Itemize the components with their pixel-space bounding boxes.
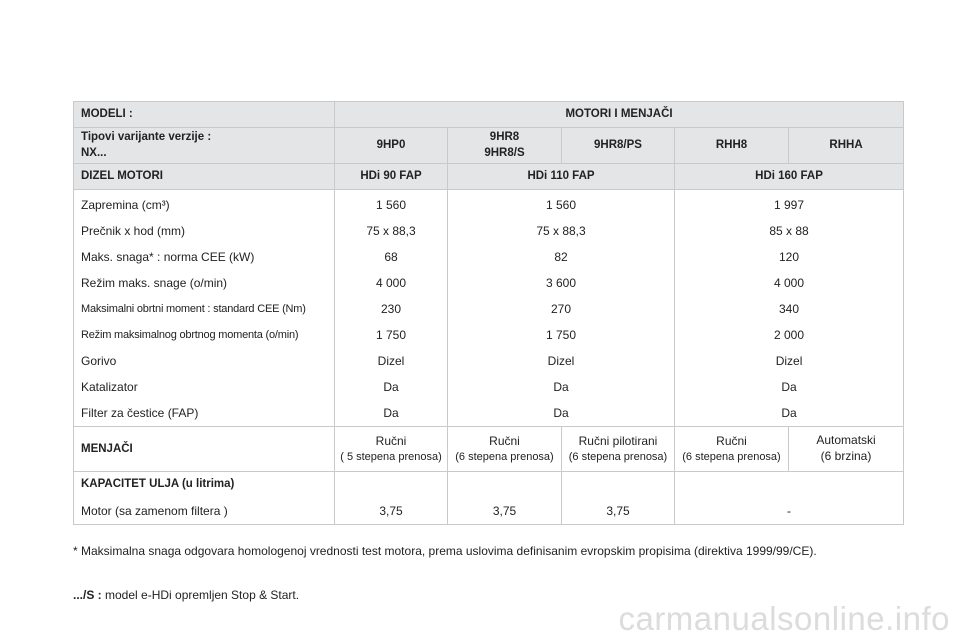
cell-value: 4 000 [335,270,448,296]
variant-9hr8-line2: 9HR8/S [484,146,525,159]
cell-value: Dizel [675,348,904,374]
cell-value: Da [448,374,675,400]
cell-value: 1 750 [335,322,448,348]
table-row [74,244,904,270]
cell-value: Da [448,400,675,427]
gearbox-detail: (6 stepena prenosa) [455,450,554,463]
table-row [74,348,904,374]
cell-value: 1 560 [335,190,448,219]
variant-9hr8 [448,128,562,164]
gearbox-type: Automatski [816,433,876,448]
gearbox-row [74,427,904,472]
row-label: Zapremina (cm³) [74,190,335,219]
gearbox-type: Ručni [716,434,747,449]
cell-value: 4 000 [675,270,904,296]
gearbox-cell [335,427,448,472]
oil-capacity-header-row [74,472,904,499]
table-row [74,400,904,427]
models-header: MODELI : [74,102,335,128]
cell-value: Da [335,374,448,400]
cell-value: 75 x 88,3 [335,218,448,244]
gearbox-cell [562,427,675,472]
oil-value: 3,75 [562,498,675,525]
row-label: Katalizator [74,374,335,400]
engine-spec-table [73,101,904,525]
variant-9hp0 [335,128,448,164]
gearbox-detail: (6 brzina) [820,449,872,463]
cell-value: Da [675,374,904,400]
variant-rhh8 [675,128,789,164]
cell-value: Dizel [335,348,448,374]
stop-start-note [73,588,299,602]
variants-label [74,128,335,164]
diesel-label: DIZEL MOTORI [74,164,335,190]
variant-rhha-text: RHHA [829,138,863,151]
oil-row-label: Motor (sa zamenom filtera ) [74,498,335,525]
engines-header: MOTORI I MENJAČI [335,102,904,128]
watermark: carmanualsonline.info [618,600,950,637]
cell-value: 2 000 [675,322,904,348]
table-row [74,374,904,400]
variant-9hr8-line1: 9HR8 [489,130,520,143]
row-label: Filter za čestice (FAP) [74,400,335,427]
oil-value: 3,75 [335,498,448,525]
gearbox-detail: (6 stepena prenosa) [682,450,781,463]
engine-hdi-90: HDi 90 FAP [335,164,448,190]
oil-value: 3,75 [448,498,562,525]
gearbox-type: Ručni [489,434,520,449]
footnote: * Maksimalna snaga odgovara homologenoj vrednosti test motora, prema uslovima definisanim evropskim propisima (direktiva 1999/99/CE). [73,544,817,558]
gearbox-cell [448,427,562,472]
engine-hdi-110: HDi 110 FAP [448,164,675,190]
cell-value: 3 600 [448,270,675,296]
cell-value: 120 [675,244,904,270]
gearbox-cell [675,427,789,472]
table-row [74,190,904,219]
variants-row [74,128,904,164]
gearbox-type: Ručni [375,434,407,449]
row-label: Prečnik x hod (mm) [74,218,335,244]
table-row [74,218,904,244]
stop-start-text: model e-HDi opremljen Stop & Start. [101,588,300,602]
variants-label-line1: Tipovi varijante verzije : [81,130,212,143]
table-row [74,270,904,296]
cell-value: 1 750 [448,322,675,348]
cell-value: 230 [335,296,448,322]
oil-value: - [675,498,904,525]
variants-label-line2: NX... [81,146,107,159]
row-label: Režim maksimalnog obrtnog momenta (o/min) [74,322,335,348]
cell-value: 68 [335,244,448,270]
row-label: Režim maks. snage (o/min) [74,270,335,296]
cell-value: 82 [448,244,675,270]
gearbox-label: MENJAČI [74,427,335,472]
gearbox-detail: ( 5 stepena prenosa) [340,450,442,463]
variant-9hr8-ps-text: 9HR8/PS [594,138,642,151]
oil-capacity-row [74,498,904,525]
cell-value: Dizel [448,348,675,374]
cell-value: 75 x 88,3 [448,218,675,244]
cell-value: 1 997 [675,190,904,219]
cell-value: Da [335,400,448,427]
stop-start-prefix: .../S : [73,588,102,602]
table-row [74,322,904,348]
cell-value: 270 [448,296,675,322]
variant-rhh8-text: RHH8 [715,138,748,151]
gearbox-cell [789,427,904,472]
cell-value: 340 [675,296,904,322]
cell-value: Da [675,400,904,427]
gearbox-type: Ručni pilotirani [578,434,658,449]
oil-capacity-label: KAPACITET ULJA (u litrima) [74,472,335,499]
row-label: Maksimalni obrtni moment : standard CEE (Nm) [74,296,335,322]
variant-9hp0-text: 9HP0 [376,138,406,151]
engine-hdi-160: HDi 160 FAP [675,164,904,190]
diesel-engines-row [74,164,904,190]
row-label: Maks. snaga* : norma CEE (kW) [74,244,335,270]
cell-value: 1 560 [448,190,675,219]
row-label: Gorivo [74,348,335,374]
table-row [74,296,904,322]
gearbox-detail: (6 stepena prenosa) [568,450,668,463]
variant-rhha [789,128,904,164]
variant-9hr8-ps [562,128,675,164]
cell-value: 85 x 88 [675,218,904,244]
table-header-row [74,102,904,128]
